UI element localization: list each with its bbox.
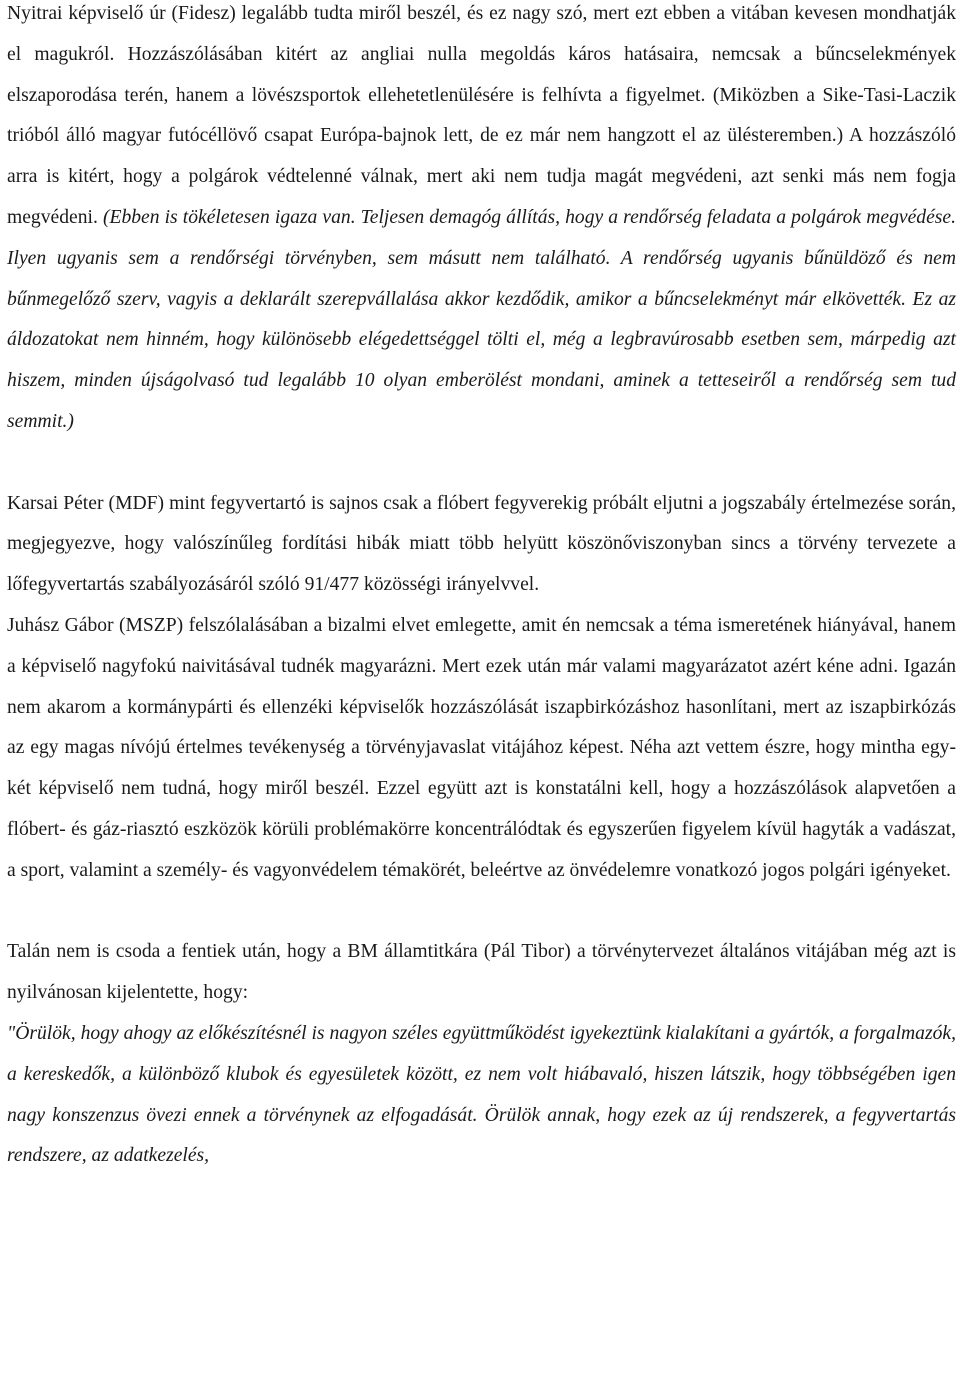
paragraph-pal-tibor: Talán nem is csoda a fentiek után, hogy a BM államtitkára (Pál Tibor) a törvénytervezet általános vitájában még azt is nyilvánosan kijelentette, hogy:: [7, 941, 956, 1004]
paragraph-nyitrai-text: Nyitrai képviselő úr (Fidesz) legalább tudta miről beszél, és ez nagy szó, mert ezt ebben a vitában kevesen mondhatják el magukról. Hozzászólásában kitért az angliai nulla megoldás káros hatásaira, nemcsak a bűncselekmények elszaporodása terén, hanem a lövészsportok ellehetetlenülésére is felhívta a figyelmet. (Miközben a Sike-Tasi-Laczik trióból álló magyar futócéllövő csapat Európa-bajnok lett, de ez már nem hangzott el az ülésteremben.) A hozzászóló arra is kitért, hogy a polgárok védtelenné válnak, mert aki nem tudja magát megvédeni, azt senki más nem fogja megvédeni.: [7, 3, 956, 228]
paragraph-karsai: Karsai Péter (MDF) mint fegyvertartó is sajnos csak a flóbert fegyverekig próbált eljutni a jogszabály értelmezése során, megjegyezve, hogy valószínűleg fordítási hibák miatt több helyütt köszönőviszonyban sincs a törvény tervezete a lőfegyvertartás szabályozásáról szóló 91/477 közösségi irányelvvel.: [7, 492, 956, 596]
paragraph-nyitrai: [7, 0, 956, 443]
paragraph-gap: [7, 892, 956, 933]
paragraph-nyitrai-italic-comment: (Ebben is tökéletesen igaza van. Teljesen demagóg állítás, hogy a rendőrség feladata a polgárok megvédése. Ilyen ugyanis sem a rendőrségi törvényben, sem másutt nem található. A rendőrség ugyanis bűnüldöző és nem bűnmegelőző szerv, vagyis a deklarált szerepvállalása akkor kezdődik, amikor a bűncselekményt már elkövették. Ez az áldozatokat nem hinném, hogy különösebb elégedettséggel tölti el, még a legbravúrosabb esetben sem, márpedig azt hiszem, minden újságolvasó tud legalább 10 olyan emberölést mondani, aminek a tetteseiről a rendőrség sem tud semmit.): [7, 206, 957, 432]
paragraph-juhasz: Juhász Gábor (MSZP) felszólalásában a bizalmi elvet emlegette, amit én nemcsak a téma ismeretének hiányával, hanem a képviselő nagyfokú naivitásával tudnék magyarázni. Mert ezek után már valami magyarázatot azért kéne adni. Igazán nem akarom a kormánypárti és ellenzéki képviselők hozzászólását iszapbirkózáshoz hasonlítani, mert az iszapbirkózás az egy magas nívójú értelmes tevékenység a törvényjavaslat vitájához képest. Néha azt vettem észre, hogy mintha egy-két képviselő nem tudná, hogy miről beszél. Ezzel együtt azt is konstatálni kell, hogy a hozzászólások alapvetően a flóbert- és gáz-riasztó eszközök körüli problémakörre koncentrálódtak és egyszerűen figyelem kívül hagyták a vadászat, a sport, valamint a személy- és vagyonvédelem témakörét, beleértve az önvédelemre vonatkozó jogos polgári igényeket.: [7, 614, 956, 881]
paragraph-gap: [7, 443, 956, 484]
quote-pal-tibor: "Örülök, hogy ahogy az előkészítésnél is nagyon széles együttműködést igyekeztünk kialakítani a gyártók, a forgalmazók, a kereskedők, a különböző klubok és egyesületek között, ez nem volt hiábavaló, hiszen látszik, hogy többségében igen nagy konszenzus övezi ennek a törvénynek az elfogadását. Örülök annak, hogy ezek az új rendszerek, a fegyvertartás rendszere, az adatkezelés,: [7, 1022, 956, 1167]
